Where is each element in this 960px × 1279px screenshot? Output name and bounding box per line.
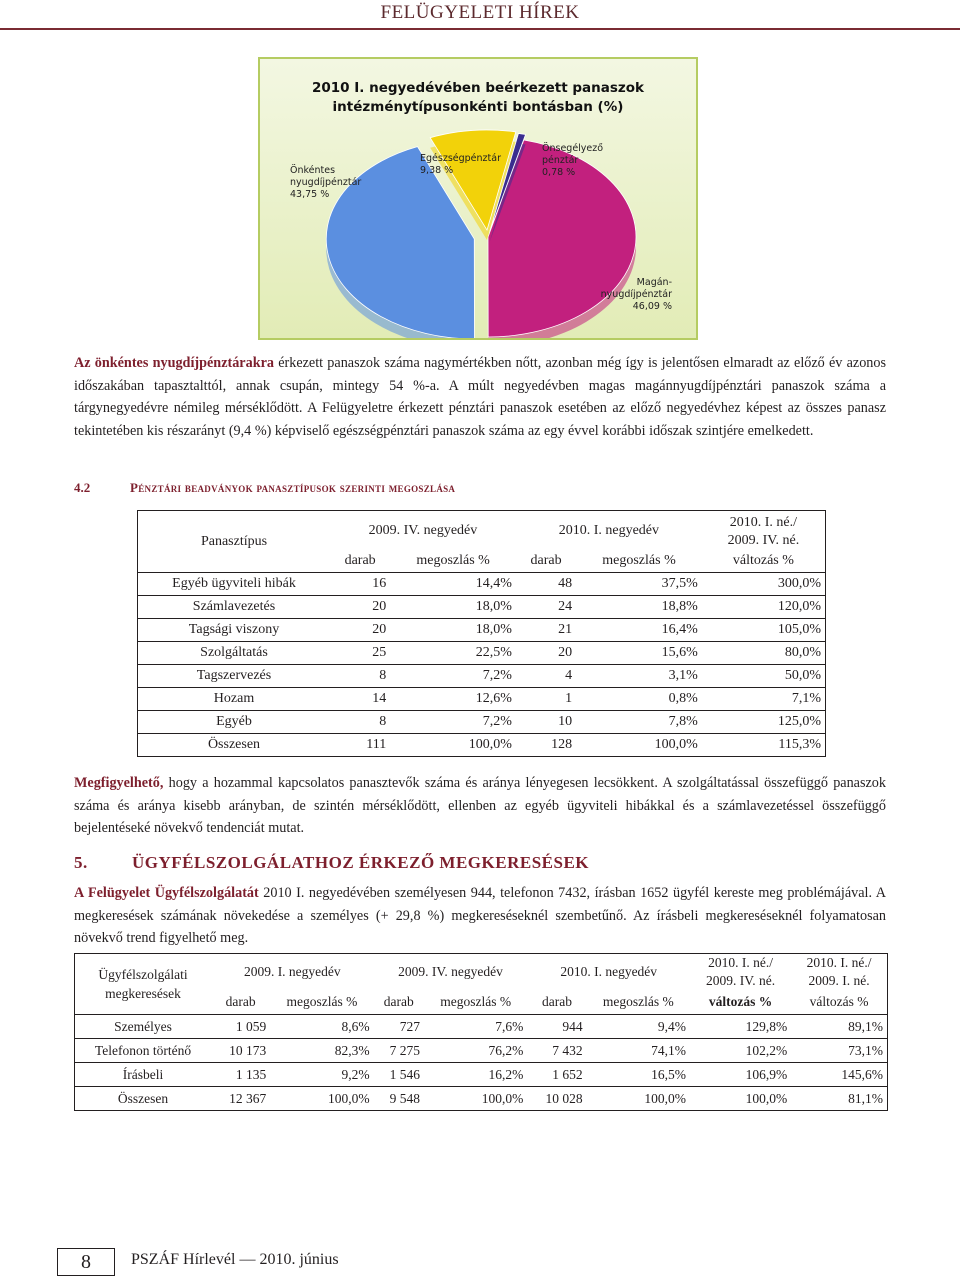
table-subheader: darab <box>383 994 414 1009</box>
table-cell: 16,5% <box>587 1063 690 1087</box>
table-cell: 15,6% <box>576 642 702 665</box>
table-row <box>75 1015 888 1039</box>
table-subheader: darab <box>225 994 256 1009</box>
table-cell: 10 173 <box>211 1039 270 1063</box>
table-subheader: darab <box>541 994 572 1009</box>
table-cell: 7 275 <box>374 1039 424 1063</box>
table-cell: 16 <box>330 573 390 596</box>
table-cell: 89,1% <box>791 1015 887 1039</box>
slice-label: 46,09 % <box>632 301 672 312</box>
row-label: Számlavezetés <box>138 596 331 619</box>
table-row <box>138 619 826 642</box>
table-cell: 22,5% <box>390 642 516 665</box>
change-line1: 2010. I. né./ <box>729 515 798 530</box>
table-cell: 111 <box>330 734 390 757</box>
table-cell: 16,4% <box>576 619 702 642</box>
slice-label: Önsegélyező <box>542 143 604 154</box>
pie-chart <box>258 57 698 340</box>
table-header-period2: 2009. IV. negyedév <box>398 964 503 979</box>
slice-label: 0,78 % <box>542 167 576 178</box>
table-cell: 81,1% <box>791 1087 887 1111</box>
table-cell: 7,1% <box>702 688 826 711</box>
table-cell: 7,2% <box>390 665 516 688</box>
complaint-type-table <box>137 510 826 757</box>
table-header-change1 <box>690 954 791 991</box>
table-cell: 100,0% <box>424 1087 527 1111</box>
table-cell: 18,0% <box>390 619 516 642</box>
table-cell: 20 <box>330 596 390 619</box>
paragraph-lead: A Felügyelet Ügyfélszolgálatát <box>74 885 259 901</box>
table-cell: 50,0% <box>702 665 826 688</box>
table-row <box>75 1039 888 1063</box>
table-cell: 102,2% <box>690 1039 791 1063</box>
table-cell: 73,1% <box>791 1039 887 1063</box>
table-subheader: megoszlás % <box>602 994 674 1009</box>
section-heading-5 <box>74 853 589 873</box>
table-cell: 7,8% <box>576 711 702 734</box>
section-title: Pénztári beadványok panasztípusok szerinti megoszlása <box>130 480 456 495</box>
table-row <box>138 688 826 711</box>
page-number: 8 <box>57 1248 115 1276</box>
change1-line2: 2009. IV. né. <box>706 973 776 988</box>
table-cell: 129,8% <box>690 1015 791 1039</box>
table-cell: 125,0% <box>702 711 826 734</box>
row-label: Összesen <box>75 1087 212 1111</box>
table-header-type <box>75 954 212 1015</box>
table-subheader: darab <box>344 553 376 568</box>
table-cell: 9,4% <box>587 1015 690 1039</box>
table-cell: 120,0% <box>702 596 826 619</box>
table-cell: 106,9% <box>690 1063 791 1087</box>
table-cell: 1 <box>516 688 576 711</box>
table-cell: 1 652 <box>527 1063 586 1087</box>
table-cell: 16,2% <box>424 1063 527 1087</box>
slice-label: Egészségpénztár <box>420 153 501 164</box>
table-cell: 8,6% <box>270 1015 373 1039</box>
table-cell: 727 <box>374 1015 424 1039</box>
table-cell: 12,6% <box>390 688 516 711</box>
table-cell: 82,3% <box>270 1039 373 1063</box>
table-cell: 128 <box>516 734 576 757</box>
table-header-period1: 2009. I. negyedév <box>243 964 341 979</box>
table-cell: 48 <box>516 573 576 596</box>
table-cell: 20 <box>516 642 576 665</box>
change2-line2: 2009. I. né. <box>808 973 870 988</box>
table-cell: 14 <box>330 688 390 711</box>
change1-line1: 2010. I. né./ <box>708 955 774 970</box>
table-subheader: megoszlás % <box>602 553 676 568</box>
table-cell: 21 <box>516 619 576 642</box>
header-line1: Ügyfélszolgálati <box>98 967 188 982</box>
table-cell: 18,0% <box>390 596 516 619</box>
table-cell: 100,0% <box>270 1087 373 1111</box>
table-subheader: megoszlás % <box>286 994 358 1009</box>
table-cell: 1 546 <box>374 1063 424 1087</box>
change2-line1: 2010. I. né./ <box>806 955 872 970</box>
paragraph-lead: Megfigyelhető, <box>74 775 164 791</box>
table-row <box>138 711 826 734</box>
table-subheader: változás % <box>809 994 869 1009</box>
table-cell: 1 135 <box>211 1063 270 1087</box>
table-header-type: Panasztípus <box>138 511 331 573</box>
row-label: Tagszervezés <box>138 665 331 688</box>
footer-text: PSZÁF Hírlevél — 2010. június <box>131 1251 339 1268</box>
paragraph-text: 2010 I. negyedévében személyesen 944, telefonon 7432, írásban 1652 ügyfél kereste meg problémájával. A megkeresések számának növekedése a személyes (+ 29,8 %) megkereséseknél szembetűnő. Az írásbeli megkereséseknél folyamatosan növekvő trend figyelhető meg. <box>74 885 886 946</box>
table-subheader: darab <box>530 553 562 568</box>
row-label: Egyéb ügyviteli hibák <box>138 573 331 596</box>
table-cell: 7,2% <box>390 711 516 734</box>
table-cell: 145,6% <box>791 1063 887 1087</box>
table-cell: 14,4% <box>390 573 516 596</box>
slice-label: 9,38 % <box>420 165 454 176</box>
paragraph-observation <box>74 772 886 840</box>
table-cell: 100,0% <box>576 734 702 757</box>
table-subheader: változás % <box>708 994 773 1009</box>
table-cell: 37,5% <box>576 573 702 596</box>
table-cell: 7,6% <box>424 1015 527 1039</box>
table-cell: 25 <box>330 642 390 665</box>
slice-label: 43,75 % <box>290 189 330 200</box>
table-cell: 9 548 <box>374 1087 424 1111</box>
row-label: Írásbeli <box>75 1063 212 1087</box>
table-cell: 944 <box>527 1015 586 1039</box>
change-line2: 2009. IV. né. <box>727 533 800 548</box>
slice-label: Magán- <box>636 277 672 288</box>
table-cell: 7 432 <box>527 1039 586 1063</box>
table-cell: 10 028 <box>527 1087 586 1111</box>
slice-label: Önkéntes <box>290 165 336 176</box>
section-heading-4-2 <box>74 480 455 496</box>
customer-service-table <box>74 953 888 1111</box>
table-cell: 10 <box>516 711 576 734</box>
table-row <box>75 1087 888 1111</box>
table-cell: 12 367 <box>211 1087 270 1111</box>
table-cell: 8 <box>330 665 390 688</box>
table-header-period3: 2010. I. negyedév <box>560 964 658 979</box>
table-cell: 76,2% <box>424 1039 527 1063</box>
paragraph-complaints <box>74 352 886 442</box>
row-label: Egyéb <box>138 711 331 734</box>
table-row <box>138 573 826 596</box>
table-header-change2 <box>791 954 887 991</box>
chart-title-line2: intézménytípusonkénti bontásban (%) <box>332 99 624 115</box>
table-cell: 115,3% <box>702 734 826 757</box>
table-cell: 4 <box>516 665 576 688</box>
row-label: Hozam <box>138 688 331 711</box>
table-cell: 100,0% <box>587 1087 690 1111</box>
slice-label: nyugdíjpénztár <box>290 177 362 188</box>
row-label: Személyes <box>75 1015 212 1039</box>
table-cell: 100,0% <box>390 734 516 757</box>
header-line2: megkeresések <box>105 986 181 1001</box>
table-subheader: változás % <box>732 553 794 568</box>
table-header-change <box>702 511 826 551</box>
table-cell: 24 <box>516 596 576 619</box>
pie-svg <box>260 59 696 338</box>
table-cell: 1 059 <box>211 1015 270 1039</box>
table-row <box>138 642 826 665</box>
table-cell: 100,0% <box>690 1087 791 1111</box>
header-rule <box>0 28 960 30</box>
slice-label: pénztár <box>542 155 579 166</box>
table-cell: 300,0% <box>702 573 826 596</box>
paragraph-text: hogy a hozammal kapcsolatos panasztevők száma és aránya lényegesen lecsökkent. A szolgáltatással összefüggő panaszok száma és aránya kisebb arányban, de szintén mérséklődött, ellenben az egyéb ügyviteli hibákkal és a számlavezetéssel összefüggő bejelentéseké növekvő tendenciát mutat. <box>74 775 886 836</box>
table-row <box>138 734 826 757</box>
row-label: Telefonon történő <box>75 1039 212 1063</box>
table-cell: 9,2% <box>270 1063 373 1087</box>
table-row <box>75 1063 888 1087</box>
slice-label: nyugdíjpénztár <box>600 289 672 300</box>
paragraph-text: érkezett panaszok száma nagymértékben nőtt, azonban még így is jelentősen elmaradt az előző év azonos időszakában tapasztalttól, annak csupán, mintegy 54 %-a. A múlt negyedévben magas magánnyugdíjpénztári panaszok száma a tárgynegyedévre némileg mérséklődött. A Felügyeletre érkezett pénztári panaszok esetében az előző negyedévhez képest az összes panasz tekintetében kis részarányt (9,4 %) képviselő egészségpénztári panaszok száma az egy évvel korábbi időszak szintjére emelkedett. <box>74 355 886 439</box>
paragraph-customer-service <box>74 882 886 950</box>
table-cell: 20 <box>330 619 390 642</box>
row-label: Összesen <box>138 734 331 757</box>
table-header-period2: 2010. I. negyedév <box>558 522 660 538</box>
section-title: ÜGYFÉLSZOLGÁLATHOZ ÉRKEZŐ MEGKERESÉSEK <box>132 853 590 872</box>
table-subheader: megoszlás % <box>440 994 512 1009</box>
table-subheader: megoszlás % <box>416 553 490 568</box>
chart-title-line1: 2010 I. negyedévében beérkezett panaszok <box>311 80 645 96</box>
table-cell: 80,0% <box>702 642 826 665</box>
header-title: FELÜGYELETI HÍREK <box>380 2 580 23</box>
table-cell: 3,1% <box>576 665 702 688</box>
section-number: 5. <box>74 853 88 872</box>
table-cell: 0,8% <box>576 688 702 711</box>
table-cell: 74,1% <box>587 1039 690 1063</box>
table-row <box>138 596 826 619</box>
row-label: Szolgáltatás <box>138 642 331 665</box>
table-cell: 8 <box>330 711 390 734</box>
row-label: Tagsági viszony <box>138 619 331 642</box>
table-row <box>138 665 826 688</box>
section-number: 4.2 <box>74 480 91 495</box>
paragraph-lead: Az önkéntes nyugdíjpénztárakra <box>74 355 274 371</box>
table-cell: 18,8% <box>576 596 702 619</box>
table-header-period1: 2009. IV. negyedév <box>368 522 478 538</box>
table-cell: 105,0% <box>702 619 826 642</box>
